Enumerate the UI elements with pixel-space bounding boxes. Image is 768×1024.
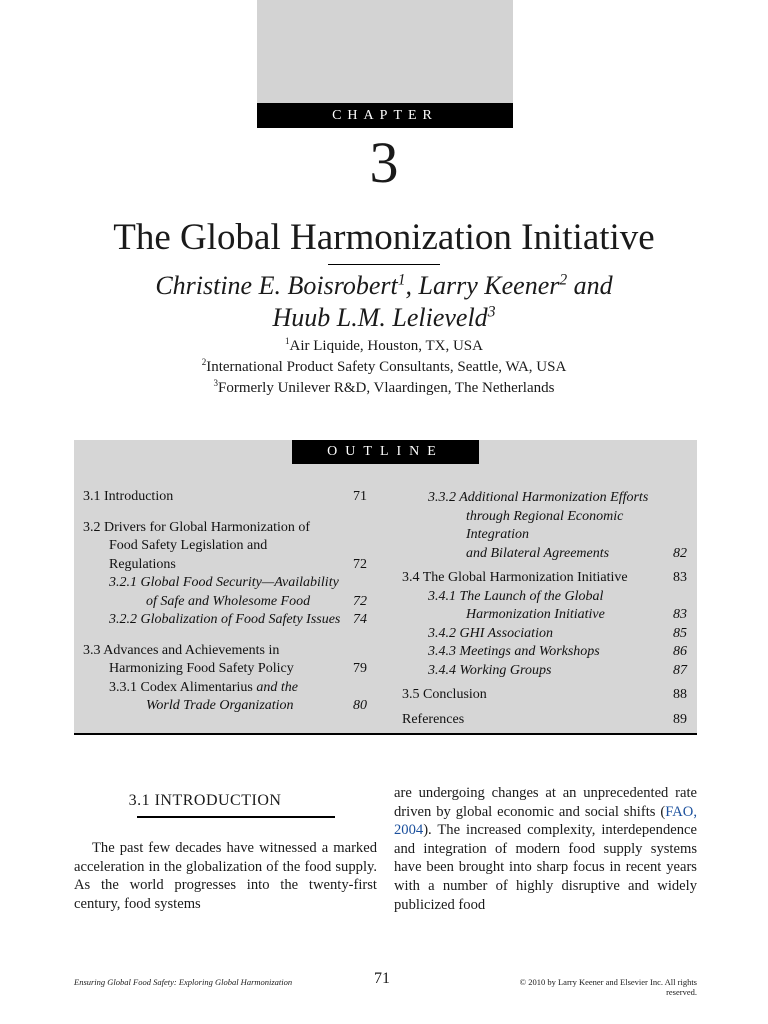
toc-item-3-1[interactable] [83,488,367,507]
authors-line-1 [0,270,768,302]
toc-item-3-4-2[interactable] [402,625,687,644]
toc-item-3-2-2[interactable] [83,611,367,630]
author-3-affil: 3 [487,303,496,321]
toc-title-line: 3.3.1 Codex Alimentarius [109,679,253,695]
toc-page: 88 [673,687,687,702]
affiliation-3-mark: 3 [213,378,219,388]
toc-page: 87 [673,662,687,678]
toc-title-line: 3.2 Drivers for Global Harmonization of [83,519,311,535]
chapter-title: The Global Harmonization Initiative [113,217,655,258]
affiliation-1-mark: 1 [285,336,290,346]
toc-item-3-4-1[interactable] [402,588,687,625]
toc-title-line: 3.2.1 Global Food Security—Availability [109,575,339,590]
affiliation-3-text: Formerly Unilever R&D, Vlaardingen, The Netherlands [218,380,555,396]
author-2: Larry Keener [418,271,560,300]
paragraph-text: are undergoing changes at an unprecedented rate driven by global economic and social shifts ( [394,785,697,820]
body-paragraph-right [394,784,697,914]
toc-title: 3.2.2 Globalization of Food Safety Issues [109,612,341,627]
toc-title: References [402,711,465,727]
toc-title: 3.5 Conclusion [402,687,487,702]
toc-title-line: 3.3.2 Additional Harmonization Efforts [428,490,649,505]
section-heading-rule [137,816,335,818]
authors-line-2 [0,302,768,334]
chapter-header-panel [257,0,513,103]
toc-title-line: Food Safety Legislation and [109,538,268,553]
citation-link[interactable]: FAO, 2004 [394,803,697,839]
toc-title-line: World Trade Organization [146,698,294,713]
toc-title-line: 3.3 Advances and Achievements in [83,642,280,658]
toc-item-references[interactable] [402,711,687,730]
author-2-affil: 2 [559,271,568,289]
toc-item-3-3-1[interactable] [83,679,367,716]
author-separator: , [405,271,419,300]
outline-right-column [402,489,687,729]
author-1: Christine E. Boisrobert [155,271,398,300]
author-and: and [567,271,613,300]
affiliation-2 [0,357,768,378]
toc-title-line: of Safe and Wholesome Food [146,593,311,609]
chapter-number: 3 [369,130,399,195]
toc-item-3-5[interactable] [402,686,687,705]
toc-title-line: through Regional Economic Integration [466,508,624,542]
authors [0,270,768,334]
toc-page: 72 [353,556,367,572]
toc-page: 71 [353,489,367,504]
author-1-affil: 1 [397,271,406,289]
toc-title-line: Harmonization Initiative [466,607,605,622]
toc-page: 89 [673,711,687,727]
toc-title-line: and Bilateral Agreements [466,545,610,561]
toc-item-3-3-2[interactable] [402,489,687,563]
page-number: 71 [374,970,390,987]
toc-item-3-2[interactable] [83,519,367,575]
toc-title: 3.4.3 Meetings and Workshops [428,644,600,659]
title-divider [328,264,440,265]
paragraph-text: ). The increased complexity, interdependence and integration of modern food supply systems have been brought into sharp focus in recent years with a number of highly disruptive and widely publicized food [394,822,697,913]
affiliation-1-text: Air Liquide, Houston, TX, USA [289,338,483,354]
affiliation-3 [0,378,768,399]
affiliation-1 [0,336,768,357]
toc-title-line: Regulations [109,556,176,572]
toc-title: 3.1 Introduction [83,489,174,504]
toc-page: 80 [353,698,367,713]
outline-label: OUTLINE [292,440,479,464]
author-3: Huub L.M. Lelieveld [272,303,488,332]
footer-copyright: © 2010 by Larry Keener and Elsevier Inc. All rights reserved. [519,977,697,997]
footer-book-title: Ensuring Global Food Safety: Exploring Global Harmonization [74,977,293,987]
toc-page: 72 [353,593,367,609]
toc-title: 3.4 The Global Harmonization Initiative [402,570,628,585]
toc-title-line-italic: and the [252,679,298,695]
toc-page: 86 [673,644,687,659]
toc-page: 85 [673,625,687,641]
toc-page: 82 [673,545,687,561]
toc-title-line: 3.4.1 The Launch of the Global [428,588,604,604]
toc-title: 3.4.4 Working Groups [428,662,552,678]
outline-left-column [83,488,367,716]
toc-page: 79 [353,661,367,676]
toc-item-3-4-3[interactable] [402,643,687,662]
toc-item-3-2-1[interactable] [83,574,367,611]
toc-item-3-3[interactable] [83,642,367,679]
toc-item-3-4-4[interactable] [402,662,687,681]
toc-page: 74 [353,612,367,627]
toc-title: 3.4.2 GHI Association [428,625,553,641]
affiliation-2-text: International Product Safety Consultants, Seattle, WA, USA [206,359,567,375]
toc-item-3-4[interactable] [402,569,687,588]
toc-page: 83 [673,607,687,622]
affiliations [0,336,768,399]
toc-page: 83 [673,570,687,585]
body-paragraph-left: The past few decades have witnessed a marked acceleration in the globalization of the food supply. As the world progresses into the twenty-first century, food systems [74,840,377,912]
section-heading: 3.1 INTRODUCTION [128,792,282,809]
chapter-label: CHAPTER [257,103,513,128]
affiliation-2-mark: 2 [201,357,207,367]
toc-title-line: Harmonizing Food Safety Policy [109,661,294,676]
